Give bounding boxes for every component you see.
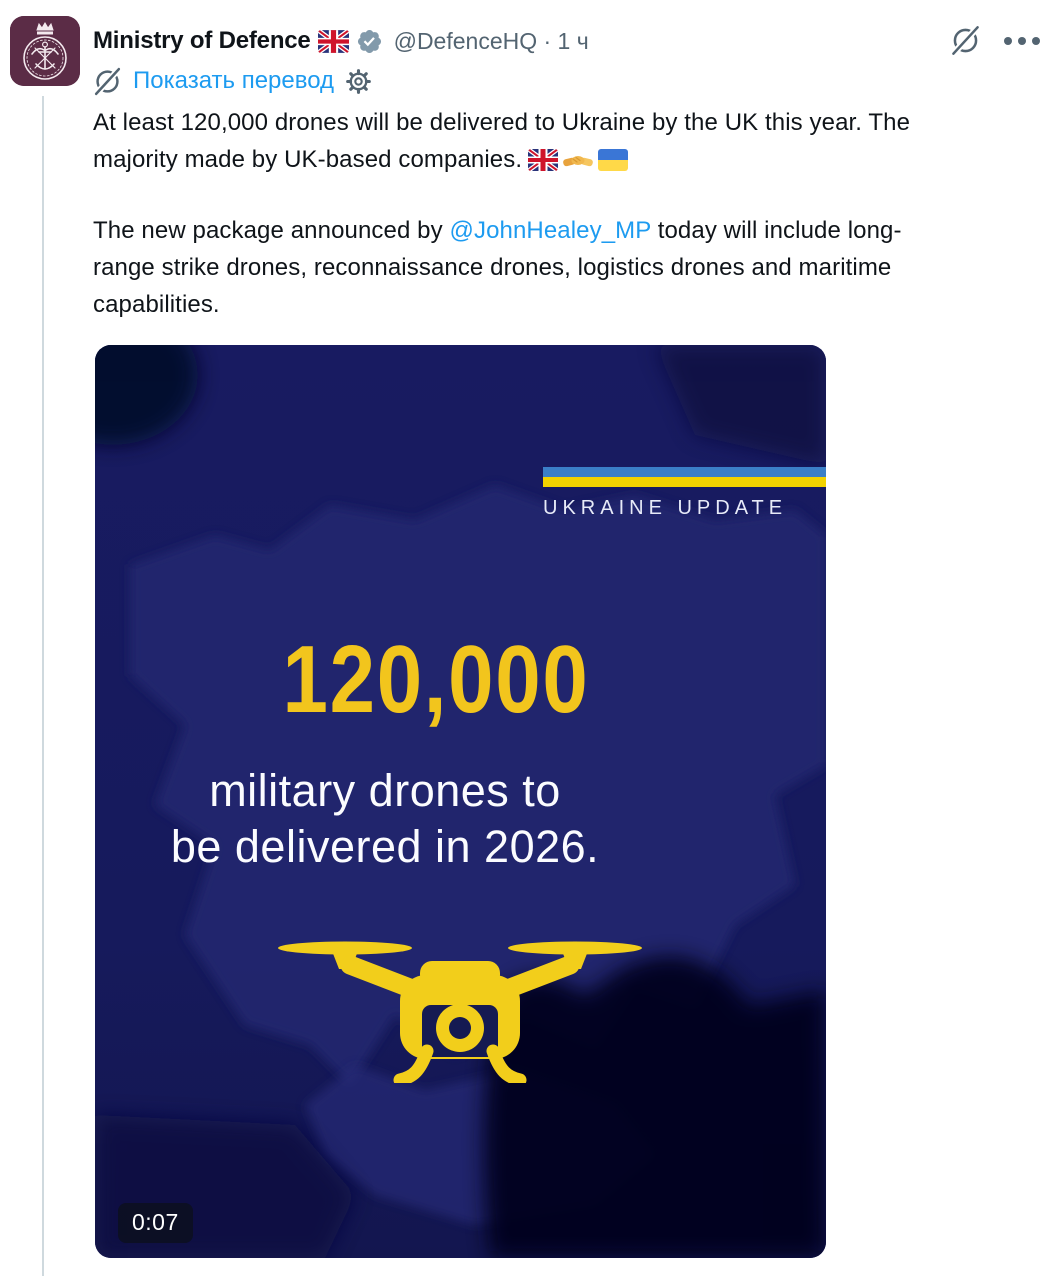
grok-icon[interactable] [92, 66, 123, 97]
tweet-line: The new package announced by @JohnHealey_MP today will include long- [93, 217, 902, 244]
video-tag-label: UKRAINE UPDATE [543, 497, 788, 519]
thread-connector-line [42, 96, 44, 1276]
ukraine-flag-stripe [543, 467, 826, 487]
grok-actions-icon[interactable] [949, 24, 982, 57]
drone-icon [270, 933, 650, 1083]
tweet-line: range strike drones, reconnaissance drones, logistics drones and maritime [93, 254, 892, 281]
mention-link[interactable]: @JohnHealey_MP [449, 217, 651, 244]
ukraine-flag-emoji [598, 149, 628, 171]
tweet-text-paragraph-1 [93, 104, 910, 178]
translate-link[interactable]: Показать перевод [133, 67, 335, 94]
mod-crest-icon [10, 73, 80, 86]
uk-flag-emoji [528, 149, 558, 171]
video-player[interactable] [95, 345, 826, 1258]
gear-icon[interactable] [344, 67, 373, 96]
video-duration-badge: 0:07 [118, 1203, 193, 1243]
tweet-line: majority made by UK-based companies. [93, 141, 910, 178]
header-actions [949, 24, 1040, 57]
handshake-emoji [563, 149, 593, 171]
more-icon[interactable] [1004, 37, 1040, 45]
tweet-line: capabilities. [93, 291, 220, 318]
author-handle[interactable]: @DefenceHQ · 1 ч [393, 27, 589, 54]
verified-icon [356, 28, 383, 55]
translate-row [92, 64, 373, 98]
avatar[interactable] [10, 16, 80, 86]
author-row [93, 24, 589, 58]
uk-flag-emoji [318, 30, 349, 53]
tweet-text-paragraph-2 [93, 212, 902, 323]
author-name[interactable]: Ministry of Defence [93, 27, 311, 54]
stat-number: 120,000 [282, 626, 590, 733]
stat-caption: military drones to be delivered in 2026. [170, 765, 600, 872]
tweet-line: At least 120,000 drones will be delivered to Ukraine by the UK this year. The [93, 109, 911, 136]
